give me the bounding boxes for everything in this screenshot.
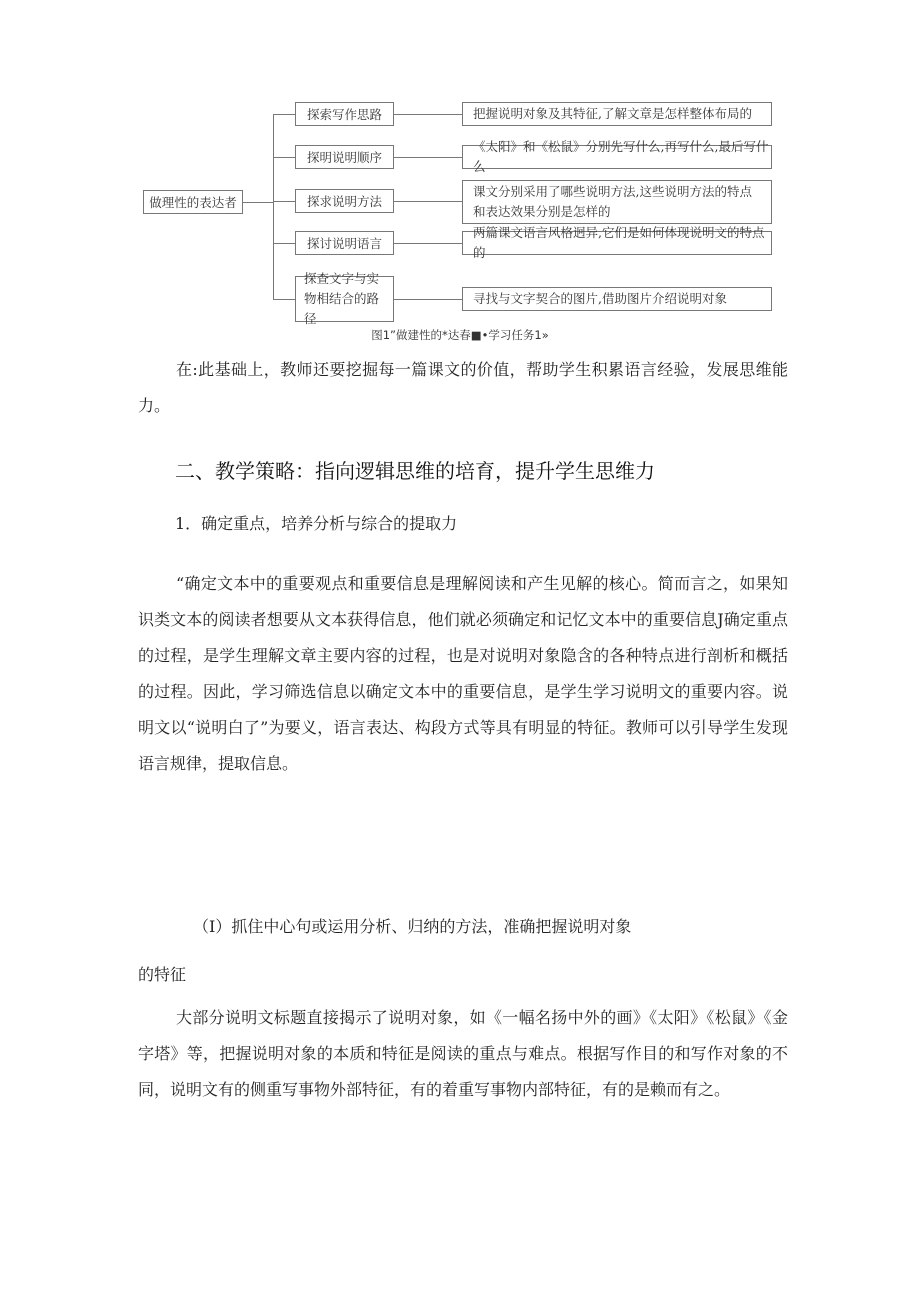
link-3 [394, 201, 462, 202]
paragraph-2: “确定文本中的重要观点和重要信息是理解阅读和产生见解的核心。简而言之，如果知识类文本的阅读者想要从文本获得信息，他们就必须确定和记忆文本中的重要信息J确定重点的过程，是学生理解文章主要内容的过程，也是对说明对象隐含的各种特点进行剖析和概括的过程。因此，学习筛选信息以确定文本中的重要信息，是学生学习说明文的重要内容。说明文以“说明白了”为要义，语言表达、构段方式等具有明显的特征。教师可以引导学生发现语言规律，提取信息。 [138, 574, 788, 773]
step-node-1 [295, 102, 394, 126]
link-5 [394, 299, 462, 300]
step-node-5 [295, 271, 394, 326]
link-2 [394, 157, 462, 158]
step-node-3 [295, 189, 394, 213]
root-connector [243, 202, 273, 203]
paragraph-3: 大部分说明文标题直接揭示了说明对象，如《一幅名扬中外的画》《太阳》《松鼠》《金字塔》等，把握说明对象的本质和特征是阅读的重点与难点。根据写作目的和写作对象的不同，说明文有的侧重写事物外部特征，有的着重写事物内部特征，有的是赖而有之。 [138, 1008, 788, 1099]
paragraph-1: 在:此基础上，教师还要挖掘每一篇课文的价值，帮助学生积累语言经验，发展思维能力。 [138, 360, 788, 415]
step-label: 探明说明顺序 [306, 150, 382, 165]
step-node-4 [295, 231, 394, 255]
link-1 [394, 114, 462, 115]
step-label: 探求说明方法 [306, 194, 382, 209]
detail-label: 寻找与文字契合的图片,借助图片介绍说明对象 [473, 291, 727, 306]
trunk-line [273, 114, 274, 299]
detail-label: 课文分别采用了哪些说明方法,这些说明方法的特点和表达效果分别是怎样的 [473, 184, 752, 219]
root-label: 做理性的表达者 [149, 195, 237, 210]
link-4 [394, 243, 462, 244]
root-node [143, 190, 243, 214]
detail-node-3 [462, 180, 772, 224]
branch-1 [273, 114, 295, 115]
task-diagram [0, 0, 920, 342]
branch-5 [273, 299, 295, 300]
step-label: 探查文字与实物相结合的路径 [304, 271, 380, 326]
subheading-2-line2: 的特征 [138, 965, 187, 984]
detail-label: 把握说明对象及其特征,了解文章是怎样整体布局的 [473, 106, 752, 121]
subheading-1: 1．确定重点，培养分析与综合的提取力 [175, 514, 458, 533]
subheading-2-line1: （I）抓住中心句或运用分析、归纳的方法，准确把握说明对象 [193, 917, 632, 936]
step-label: 探索写作思路 [306, 107, 382, 122]
detail-node-1 [462, 102, 772, 126]
branch-2 [273, 157, 295, 158]
figure-caption: 图1”做建性的*达春■•学习任务1» [371, 328, 549, 342]
detail-node-5 [462, 287, 772, 311]
step-label: 探讨说明语言 [306, 236, 382, 251]
branch-4 [273, 243, 295, 244]
detail-label: 两篇课文语言风格迥异,它们是如何体现说明文的特点的 [473, 225, 765, 260]
detail-node-4 [462, 225, 772, 260]
detail-label: 《太阳》和《松鼠》分别先写什么,再写什么,最后写什么 [473, 139, 769, 174]
step-node-2 [295, 145, 394, 169]
branch-3 [273, 201, 295, 202]
detail-node-2 [462, 139, 772, 174]
section-heading: 二、教学策略：指向逻辑思维的培育，提升学生思维力 [175, 459, 655, 483]
